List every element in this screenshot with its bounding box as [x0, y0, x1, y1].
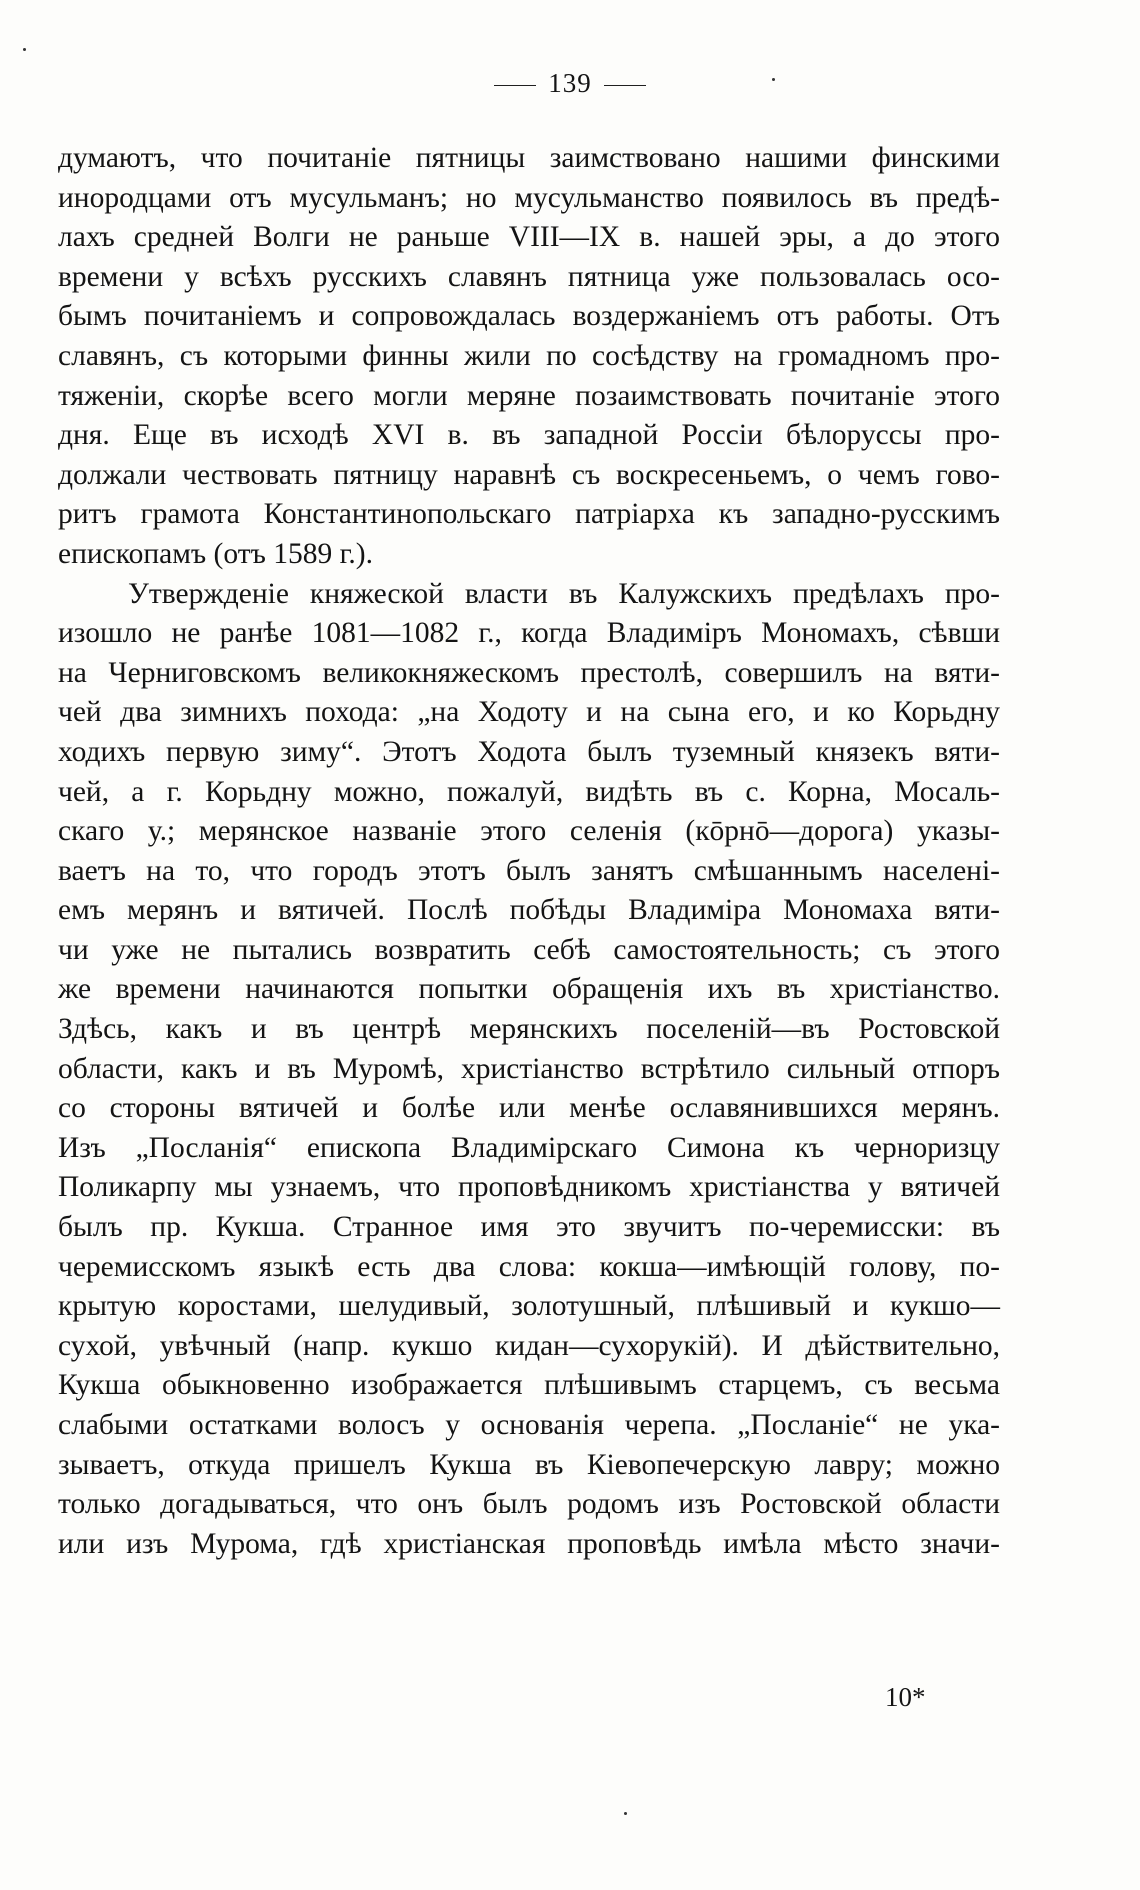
text-line: Кукша обыкновенно изображается плѣшивымъ старцемъ, съ весьма — [58, 1369, 1000, 1402]
text-line: времени у всѣхъ русскихъ славянъ пятница уже пользовалась осо- — [58, 260, 1000, 293]
text-line: чей два зимнихъ похода: „на Ходоту и на сына его, и ко Корьдну — [58, 696, 1000, 729]
text-line: или изъ Мурома, гдѣ христіанская проповѣдь имѣла мѣсто значи- — [58, 1527, 1000, 1560]
text-line: былъ пр. Кукша. Странное имя это звучитъ по-черемисски: въ — [58, 1211, 1000, 1244]
text-line: черемисскомъ языкѣ есть два слова: кокша—имѣющій голову, по- — [58, 1250, 1000, 1283]
text-line: только догадываться, что онъ былъ родомъ изъ Ростовской области — [58, 1488, 1000, 1521]
page-number: 139 — [548, 68, 592, 98]
text-line: ритъ грамота Константинопольскаго патріарха къ западно-русскимъ — [58, 498, 1000, 531]
header-dash-left — [494, 85, 536, 86]
text-line: области, какъ и въ Муромѣ, христіанство встрѣтило сильный отпоръ — [58, 1052, 1000, 1085]
text-line: ходихъ первую зиму“. Этотъ Ходота былъ туземный князекъ вяти- — [58, 735, 1000, 768]
text-line: лахъ средней Волги не раньше VIII—IX в. нашей эры, а до этого — [58, 221, 1000, 254]
text-line: чей, а г. Корьдну можно, пожалуй, видѣть въ с. Корна, Мосаль- — [58, 775, 1000, 808]
text-line: епископамъ (отъ 1589 г.). — [58, 537, 373, 570]
page-header — [0, 68, 1140, 99]
text-line: зываетъ, откуда пришелъ Кукша въ Кіевопечерскую лавру; можно — [58, 1448, 1000, 1481]
text-line: бымъ почитаніемъ и сопровождалась воздержаніемъ отъ работы. Отъ — [58, 300, 1000, 333]
text-line: Здѣсь, какъ и въ центрѣ мерянскихъ поселеній—въ Ростовской — [58, 1013, 1000, 1046]
text-line: же времени начинаются попытки обращенія ихъ въ христіанство. — [58, 973, 1000, 1006]
paragraph-1 — [58, 139, 1000, 575]
text-line: сухой, увѣчный (напр. кукшо кидан—сухорукій). И дѣйствительно, — [58, 1329, 1000, 1362]
text-line: со стороны вятичей и болѣе или менѣе ославянившихся мерянъ. — [58, 1092, 1000, 1125]
text-line: Утвержденіе княжеской власти въ Калужскихъ предѣлахъ про- — [128, 577, 1000, 610]
paragraph-2 — [58, 575, 1000, 1565]
paper-speck — [624, 1812, 627, 1815]
text-line: Поликарпу мы узнаемъ, что проповѣдникомъ христіанства у вятичей — [58, 1171, 1000, 1204]
body-text — [58, 139, 1000, 1564]
text-line: думаютъ, что почитаніе пятницы заимствовано нашими финскими — [58, 142, 1000, 174]
text-line: изошло не ранѣе 1081—1082 г., когда Владиміръ Мономахъ, сѣвши — [58, 617, 1000, 650]
signature-mark: 10* — [885, 1682, 926, 1712]
text-line: чи уже не пытались возвратить себѣ самостоятельность; съ этого — [58, 933, 1000, 966]
paper-speck — [23, 48, 26, 51]
text-line: емъ мерянъ и вятичей. Послѣ побѣды Владиміра Мономаха вяти- — [58, 894, 1000, 927]
text-line: слабыми остатками волосъ у основанія черепа. „Посланіе“ не ука- — [58, 1409, 1000, 1441]
text-line: должали чествовать пятницу наравнѣ съ воскресеньемъ, о чемъ гово- — [58, 458, 1000, 491]
text-line: тяженіи, скорѣе всего могли меряне позаимствовать почитаніе этого — [58, 379, 1000, 412]
text-line: инородцами отъ мусульманъ; но мусульманство появилось въ предѣ- — [58, 181, 1000, 214]
text-line: славянъ, съ которыми финны жили по сосѣдству на громадномъ про- — [58, 339, 1000, 372]
text-line: Изъ „Посланія“ епископа Владимірскаго Симона къ черноризцу — [58, 1131, 1000, 1164]
text-line: ваетъ на то, что городъ этотъ былъ занятъ смѣшаннымъ населені- — [58, 854, 1000, 887]
text-line: дня. Еще въ исходѣ XVI в. въ западной Россіи бѣлоруссы про- — [58, 419, 1000, 452]
text-line: скаго у.; мерянское названіе этого селенія (кōрнō—дорога) указы- — [58, 815, 1000, 848]
header-dash-right — [604, 85, 646, 86]
text-line: на Черниговскомъ великокняжескомъ престолѣ, совершилъ на вяти- — [58, 656, 1000, 689]
text-line: крытую коростами, шелудивый, золотушный, плѣшивый и кукшо— — [58, 1290, 1000, 1323]
